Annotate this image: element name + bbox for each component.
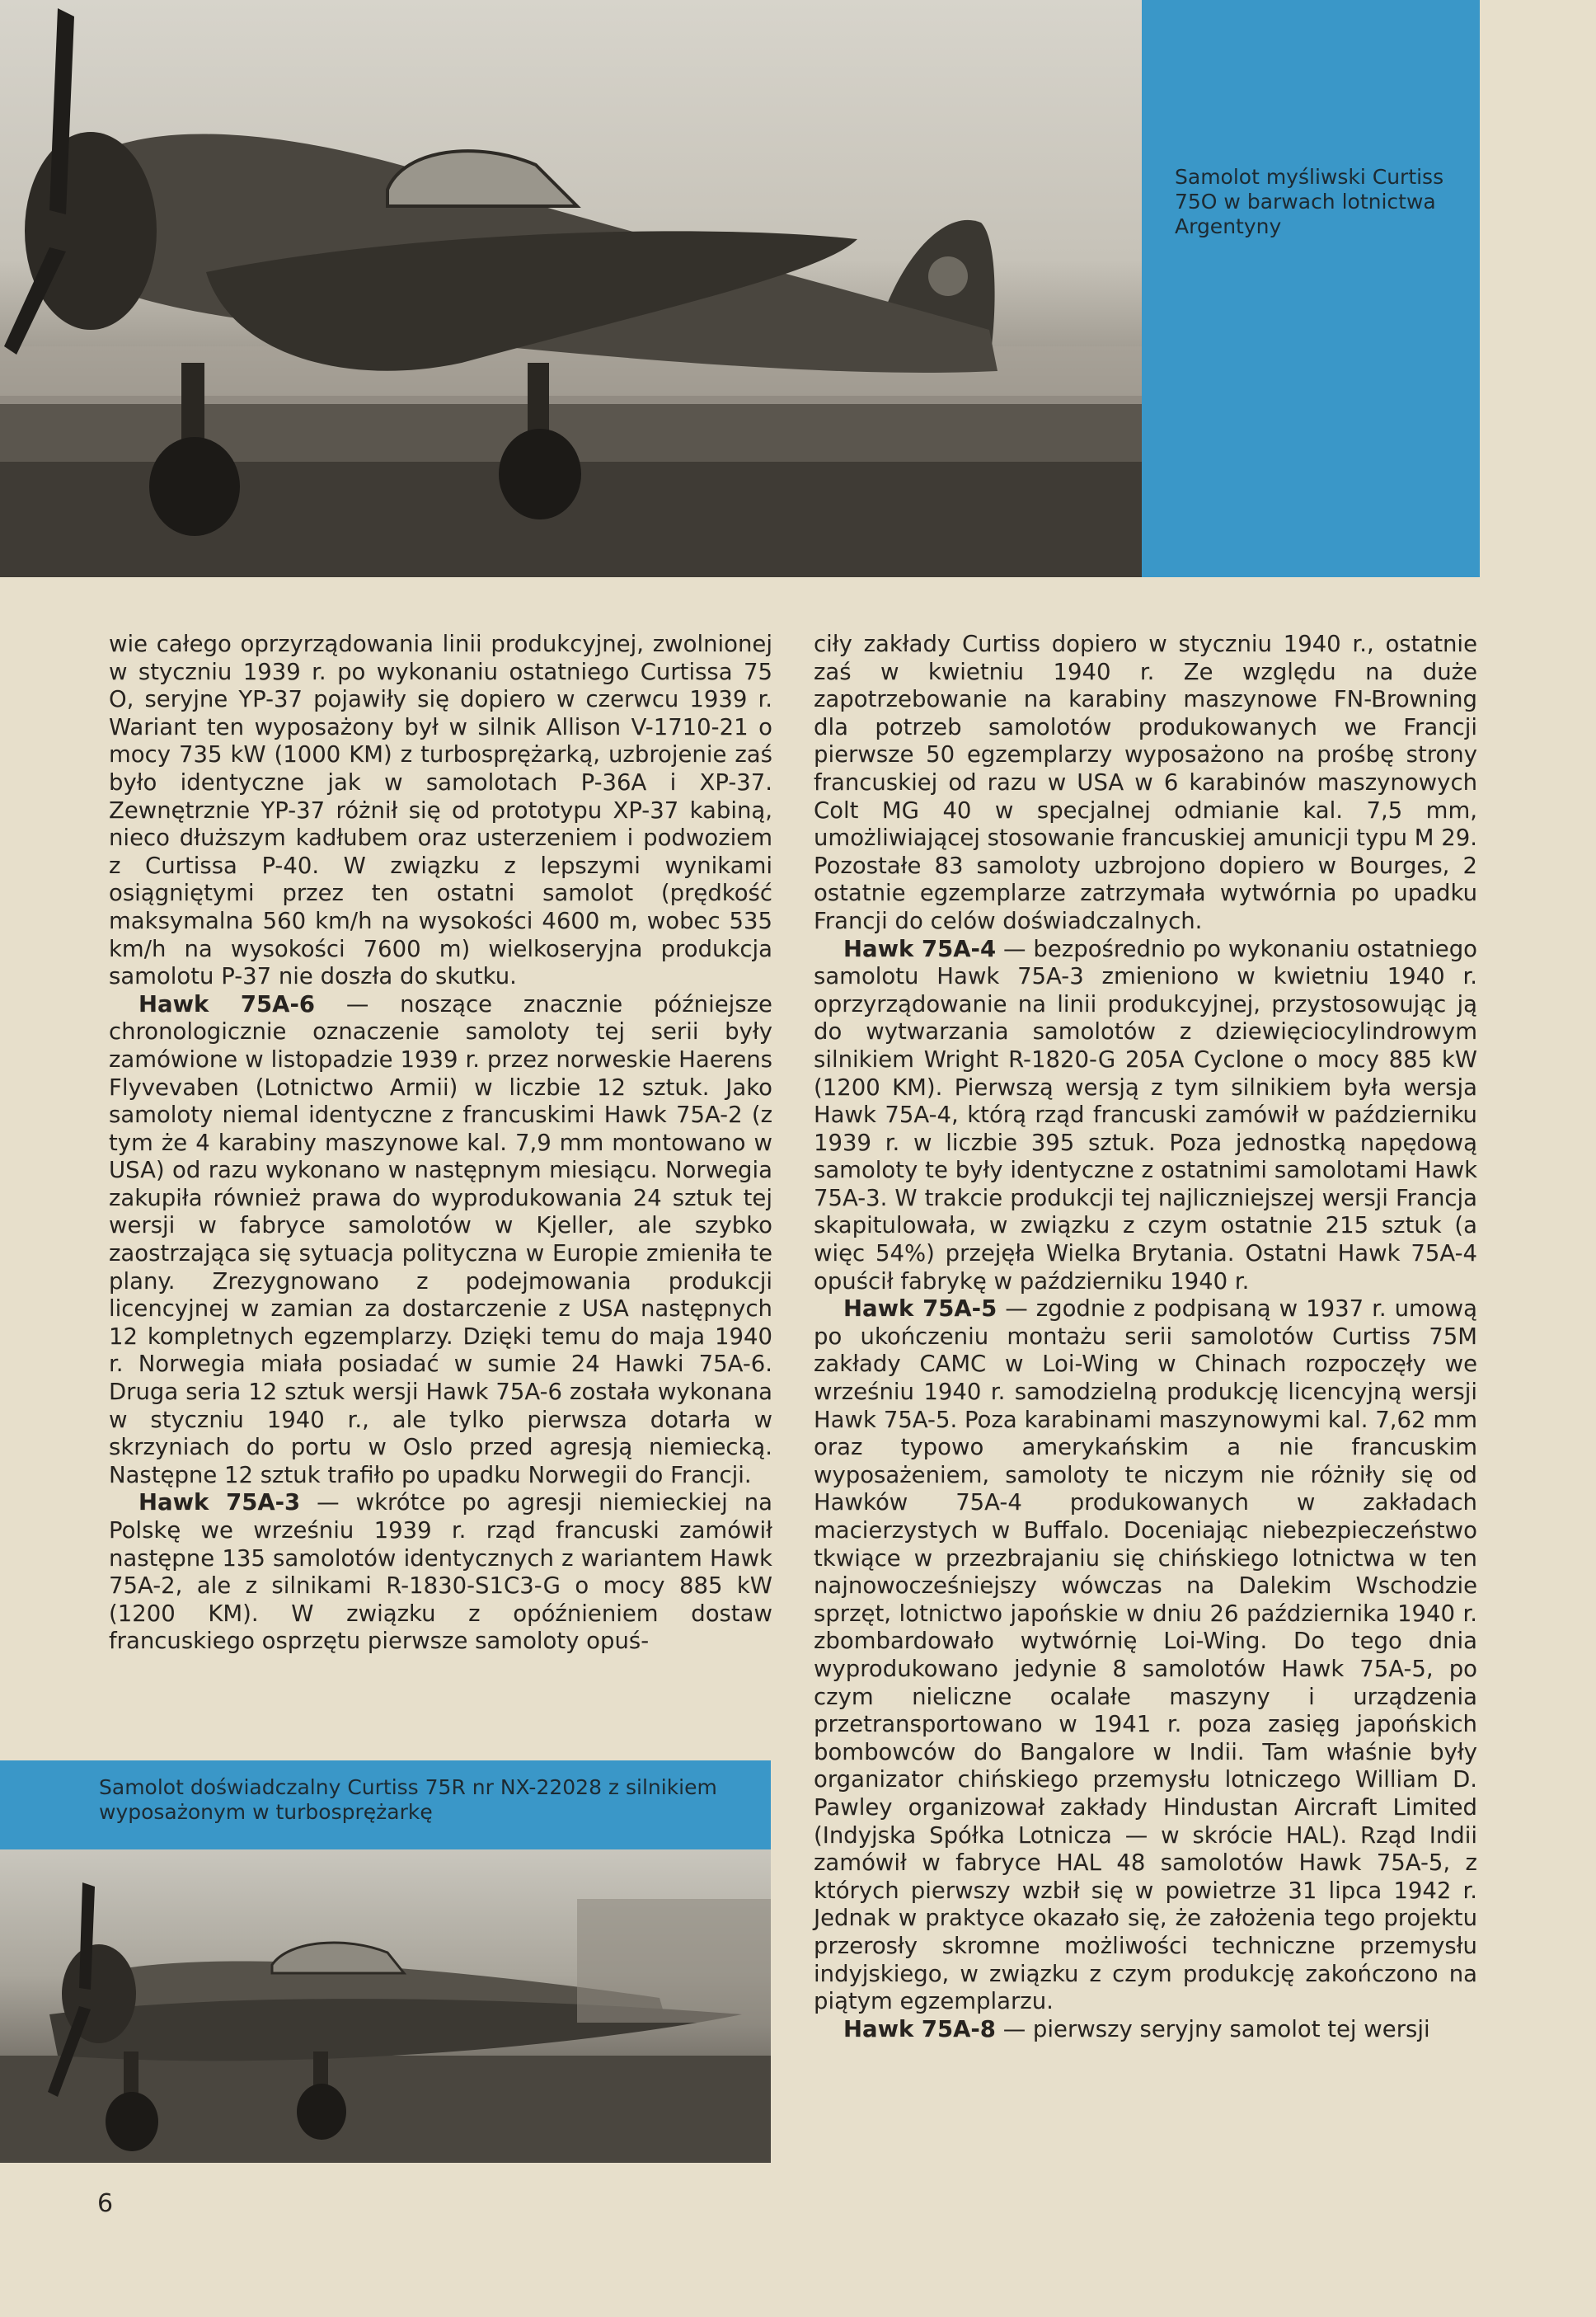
right-paragraph-2-text: — bezpośrednio po wykonaniu ostatniego samolotu Hawk 75A-3 zmieniono w kwietniu 1940 r. oprzyrządowanie na linii produkcyjnej, przystosowując ją do wytwarzania samolotów z dziewięciocylindrowym silnikiem Wright R-1820-G 205A Cyclone o mocy 885 kW (1200 KM). Pierwszą wersją z tym silnikiem była wersja Hawk 75A-4, którą rząd francuski zamówił w październiku 1939 r. w liczbie 395 sztuk. Poza jednostką napędową samoloty te były identyczne z ostatnimi samolotami Hawk 75A-3. W trakcie produkcji tej najliczniejszej wersji Francja skapitulowała, w związku z czym ostatnie 215 sztuk (a więc 54%) przejęła Wielka Brytania. Ostatni Hawk 75A-4 opuścił fabrykę w październiku 1940 r. bbox=[814, 935, 1477, 1295]
section-heading-hawk-75a-5: Hawk 75A-5 bbox=[843, 1295, 998, 1323]
top-photo-caption: Samolot myśliwski Curtiss 75O w barwach lotnictwa Argentyny bbox=[1175, 165, 1444, 238]
left-paragraph-1: wie całego oprzyrządowania linii produkcyjnej, zwolnionej w styczniu 1939 r. po wykonaniu ostatniego Curtissa 75 O, seryjne YP-37 pojawiły się dopiero w czerwcu 1939 r. Wariant ten wyposażony był w silnik Allison V-1710-21 o mocy 735 kW (1000 KM) z turbosprężarką, uzbrojenie zaś było identyczne jak w samolotach P-36A i XP-37. Zewnętrznie YP-37 różnił się od prototypu XP-37 kabiną, nieco dłuższym kadłubem oraz usterzeniem i podwoziem z Curtissa P-40. W związku z lepszymi wynikami osiągniętymi przez ten ostatni samolot (prędkość maksymalna 560 km/h na wysokości 4600 m, wobec 535 km/h na wysokości 7600 m) wielkoseryjna produkcja samolotu P-37 nie doszła do skutku. bbox=[109, 631, 772, 990]
section-heading-hawk-75a-4: Hawk 75A-4 bbox=[843, 935, 997, 962]
right-paragraph-1: ciły zakłady Curtiss dopiero w styczniu 1940 r., ostatnie zaś w kwietniu 1940 r. Ze względu na duże zapotrzebowanie na karabiny maszynowe FN-Browning dla potrzeb samolotów produkowanych we Francji pierwsze 50 egzemplarzy wyposażono na prośbę strony francuskiej od razu w USA w 6 karabinów maszynowych Colt MG 40 w specjalnej odmianie kal. 7,5 mm, umożliwiającej stosowanie francuskiej amunicji typu M 29. Pozostałe 83 samoloty uzbrojono dopiero w Bourges, 2 ostatnie egzemplarze zatrzymała wytwórnia po upadku Francji do celów doświadczalnych. bbox=[814, 631, 1477, 934]
bottom-photo-caption-box bbox=[0, 1760, 771, 1849]
left-paragraph-3 bbox=[109, 1489, 772, 1656]
right-paragraph-3-text: — zgodnie z podpisaną w 1937 r. umową po ukończeniu montażu serii samolotów Curtiss 75M zakłady CAMC w Loi-Wing w Chinach rozpoczęły we wrześniu 1940 r. samodzielną produkcję licencyjną wersji Hawk 75A-5. Poza karabinami maszynowymi kal. 7,62 mm oraz typowo amerykańskim a nie francuskim wyposażeniem, samoloty te niczym nie różniły się od Hawków 75A-4 produkowanych w zakładach macierzystych w Buffalo. Doceniając niebezpieczeństwo tkwiące w przezbrajaniu się chińskiego lotnictwa w ten najnowocześniejszy wówczas na Dalekim Wschodzie sprzęt, lotnictwo japońskie w dniu 26 października 1940 r. zbombardowało wytwórnię Loi-Wing. Do tego dnia wyprodukowano jedynie 8 samolotów Hawk 75A-5, po czym nieliczne ocalałe maszyny i urządzenia przetransportowano w 1941 r. poza zasięg japońskich bombowców do Bangalore w Indii. Tam właśnie były organizator chińskiego przemysłu lotniczego William D. Pawley organizował zakłady Hindustan Aircraft Limited (Indyjska Spółka Lotnicza — w skrócie HAL). Rząd Indii zamówił w fabryce HAL 48 samolotów Hawk 75A-5, z których pierwszy wzbił się w powietrze 31 lipca 1942 r. Jednak w praktyce okazało się, że założenia tego projektu przerosły skromne możliwości techniczne przemysłu indyjskiego, w związku z czym produkcję zakończono na piątym egzemplarzu. bbox=[814, 1295, 1477, 2015]
right-paragraph-4 bbox=[814, 2016, 1477, 2044]
bottom-aircraft-photo bbox=[0, 1849, 771, 2163]
left-paragraph-2-text: — noszące znacznie późniejsze chronologicznie oznaczenie samoloty tej serii były zamówione w listopadzie 1939 r. przez norweskie Haerens Flyvevaben (Lotnictwo Armii) w liczbie 12 sztuk. Jako samoloty niemal identyczne z francuskimi Hawk 75A-2 (z tym że 4 karabiny maszynowe kal. 7,9 mm montowano w USA) od razu wykonano w następnym miesiącu. Norwegia zakupiła również prawa do wyprodukowania 24 sztuk tej wersji w fabryce samolotów w Kjeller, ale szybko zaostrzająca się sytuacja polityczna w Europie zmieniła te plany. Zrezygnowano z podejmowania produkcji licencyjnej w zamian za dostarczenie z USA następnych 12 kompletnych egzemplarzy. Dzięki temu do maja 1940 r. Norwegia miała posiadać w sumie 24 Hawki 75A-6. Druga seria 12 sztuk wersji Hawk 75A-6 została wykonana w styczniu 1940 r., ale tylko pierwsza dotarła w skrzyniach do portu w Oslo przed agresją niemiecką. Następne 12 sztuk trafiło po upadku Norwegii do Francji. bbox=[109, 990, 772, 1488]
left-paragraph-2 bbox=[109, 991, 772, 1490]
right-paragraph-3 bbox=[814, 1295, 1477, 2015]
left-text-column bbox=[109, 631, 772, 1656]
bottom-photo-caption: Samolot doświadczalny Curtiss 75R nr NX-22028 z silnikiem wyposażonym w turbosprężarkę bbox=[99, 1775, 717, 1824]
section-heading-hawk-75a-3: Hawk 75A-3 bbox=[138, 1489, 301, 1516]
section-heading-hawk-75a-8: Hawk 75A-8 bbox=[843, 2015, 996, 2042]
top-aircraft-photo bbox=[0, 0, 1142, 577]
section-heading-hawk-75a-6: Hawk 75A-6 bbox=[138, 990, 316, 1018]
right-text-column bbox=[814, 631, 1477, 2043]
page-number: 6 bbox=[97, 2189, 114, 2218]
left-paragraph-3-text: — wkrótce po agresji niemieckiej na Polskę we wrześniu 1939 r. rząd francuski zamówił następne 135 samolotów identycznych z wariantem Hawk 75A-2, ale z silnikami R-1830-S1C3-G o mocy 885 kW (1200 KM). W związku z opóźnieniem dostaw francuskiego osprzętu pierwsze samoloty opuś- bbox=[109, 1489, 772, 1655]
top-photo-caption-box bbox=[1142, 0, 1480, 577]
right-paragraph-2 bbox=[814, 936, 1477, 1296]
right-paragraph-4-text: — pierwszy seryjny samolot tej wersji bbox=[995, 2015, 1430, 2042]
